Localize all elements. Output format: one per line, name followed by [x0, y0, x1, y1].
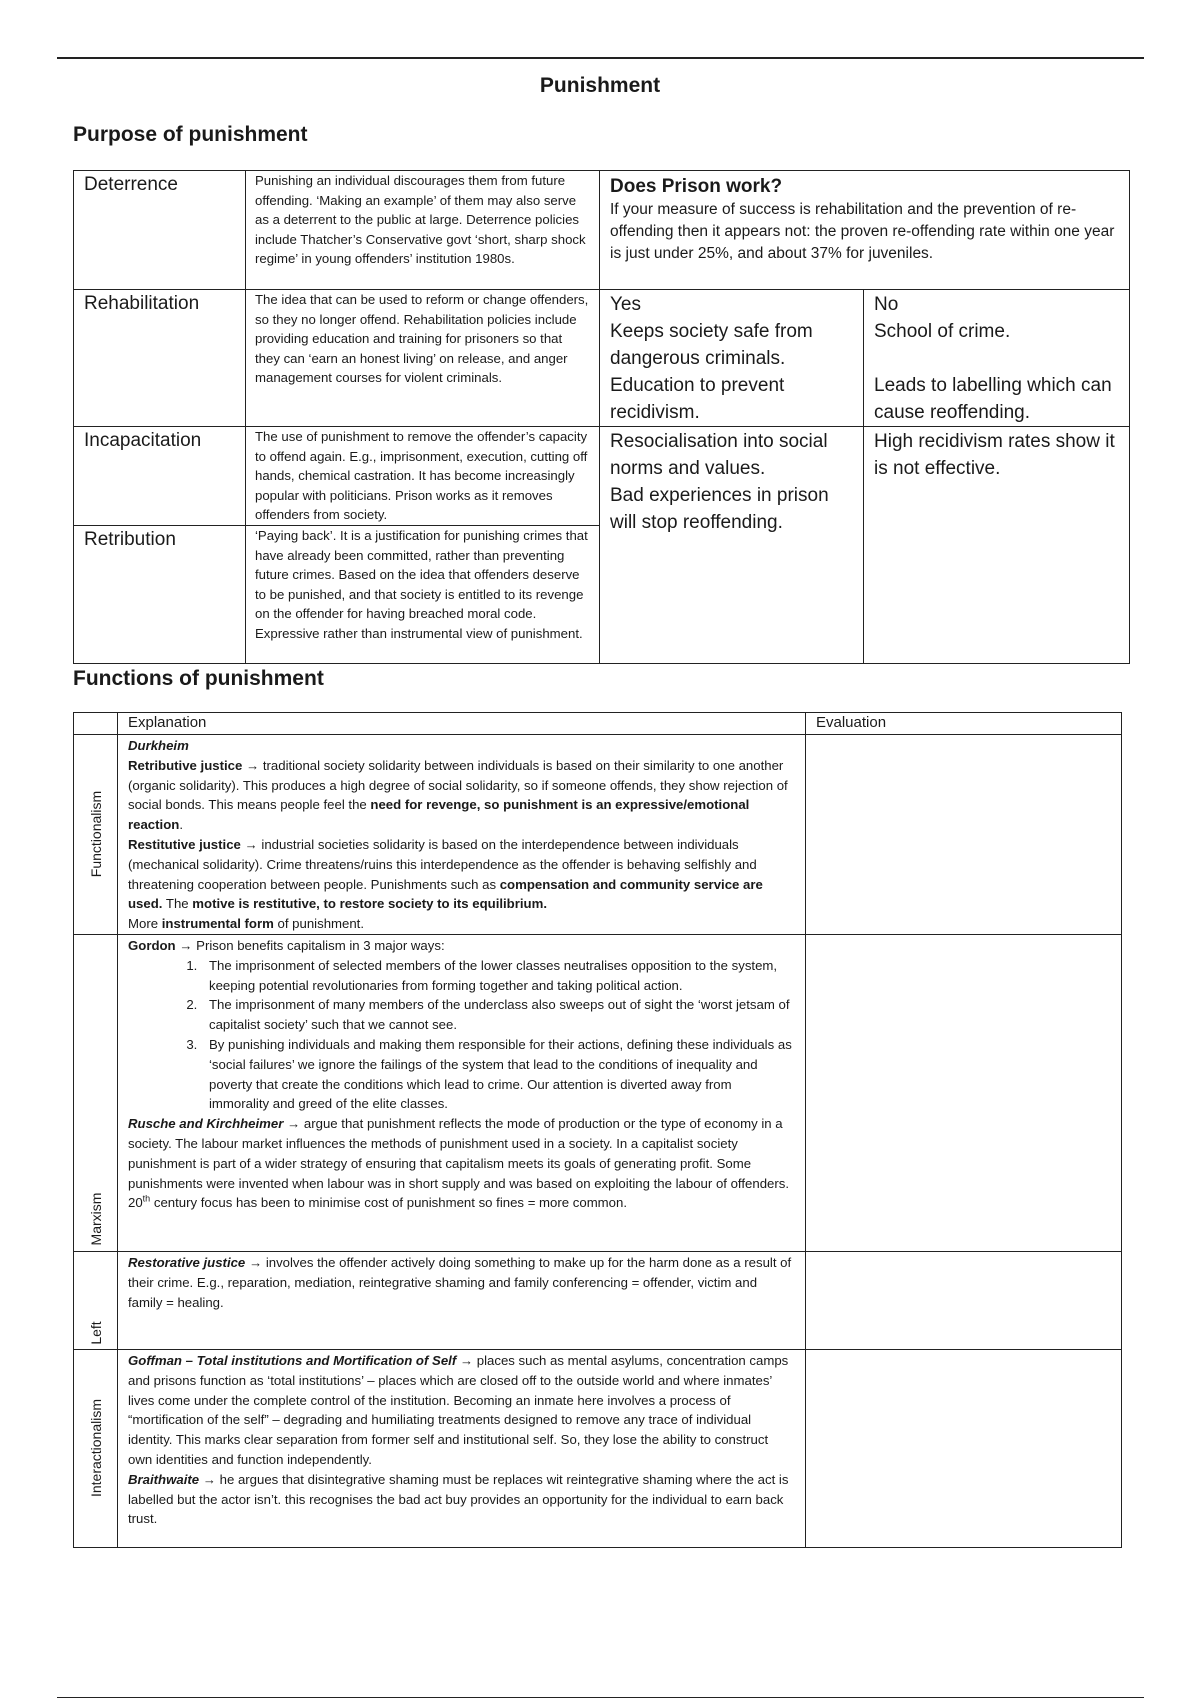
explanation-header: Explanation: [118, 713, 806, 735]
purpose-term: Incapacitation: [74, 427, 246, 526]
row-label-cell: [74, 1349, 118, 1547]
arrow-icon: →: [202, 1471, 216, 1487]
top-rule: [57, 57, 1144, 59]
arrow-icon: →: [246, 757, 260, 773]
row-label: Interactionalism: [87, 1399, 104, 1498]
body-text: century focus has been to minimise cost of punishment so fines = more common.: [153, 1195, 627, 1211]
superscript: th: [142, 1193, 151, 1204]
body-text: involves the offender actively doing something to make up for the harm done as a result of their crime. E.g., reparation, mediation, reintegrative shaming and family conferencing = offender, victim and family = healing.: [128, 1254, 792, 1310]
body-text: industrial societies solidarity is based on the interdependence between individuals (mechanical solidarity). Crime threatens/ruins this interdependence as the offender is behaving selfishly and threatening cooperation between people. Punishments such as: [128, 836, 757, 892]
arrow-icon: →: [459, 1352, 474, 1368]
key-term: Retributive justice: [128, 757, 243, 773]
author-name: Braithwaite: [128, 1471, 200, 1487]
author-name: Rusche and Kirchheimer: [128, 1116, 284, 1132]
yes-point: Education to prevent recidivism.: [610, 375, 785, 423]
yes-point: Resocialisation into social norms and values.: [610, 431, 828, 479]
purpose-table: [73, 170, 1130, 664]
list-item: 1. The imprisonment of selected members of the lower classes neutralises opposition to the system, keeping potential revolutionaries from forming together and taking political action.: [201, 956, 795, 996]
body-text: More: [128, 916, 159, 932]
evaluation-header: Evaluation: [806, 713, 1122, 735]
purpose-description: Punishing an individual discourages them from future offending. ‘Making an example’ of them may also serve as a deterrent to the public at large. Deterrence policies include Thatcher’s Conservative govt ‘short, sharp shock regime’ in young offenders’ institution 1980s.: [246, 171, 600, 290]
purpose-term: Retribution: [74, 526, 246, 664]
purpose-term: Rehabilitation: [74, 290, 246, 427]
evaluation-cell: [806, 735, 1122, 935]
author-name: Goffman – Total institutions and Mortification of Self: [128, 1352, 457, 1368]
evaluation-cell: [806, 934, 1122, 1251]
purpose-heading: Purpose of punishment: [73, 123, 308, 146]
row-label-cell: [74, 735, 118, 935]
row-label-cell: [74, 1251, 118, 1349]
body-text: places such as mental asylums, concentration camps and prisons function as ‘total institutions’ – places which are closed off to the outside world and where inmates’ lives come under the complete control of the institution. Becoming an inmate here involves a process of “mortification of the self” – degrading and humiliating treatments designed to remove any trace of individual identity. This marks clear separation from former self and institutional self. So, they lose the ability to construct own identities and function independently.: [128, 1352, 789, 1467]
key-term: Restitutive justice: [128, 836, 241, 852]
key-term: Restorative justice: [128, 1254, 246, 1270]
purpose-description: The use of punishment to remove the offender’s capacity to offend again. E.g., imprisonment, execution, cutting off hands, chemical castration. It has become increasingly popular with politicians. Prison works as it removes offenders from society.: [246, 427, 600, 526]
body-text: of punishment.: [277, 916, 365, 932]
page-title: Punishment: [539, 74, 661, 97]
yes-label: Yes: [610, 294, 641, 315]
arrow-icon: →: [248, 1254, 263, 1270]
prison-question: Does Prison work?: [610, 176, 783, 197]
marxism-explanation: [118, 934, 806, 1251]
prison-question-cell: [600, 171, 1130, 290]
yes-point: Bad experiences in prison will stop reoffending.: [610, 485, 829, 533]
list-item: 3. By punishing individuals and making them responsible for their actions, defining these individuals as ‘social failures’ we ignore the failings of the system that lead to the conditions of inequality and poverty that create the conditions which lead to crime. Our attention is diverted away from immorality and greed of the elite classes.: [201, 1035, 795, 1114]
arrow-icon: →: [179, 937, 193, 953]
yes-point: Keeps society safe from dangerous criminals.: [610, 321, 813, 369]
bold-text: motive is restitutive, to restore society to its equilibrium.: [192, 896, 547, 912]
bottom-rule: [57, 1697, 1144, 1698]
no-point: Leads to labelling which can cause reoffending.: [874, 375, 1112, 423]
purpose-description: ‘Paying back’. It is a justification for punishing crimes that have already been committed, rather than preventing future crimes. Based on the idea that offenders deserve to be punished, and that society is entitled to its revenge on the offender for having breached moral code. Expressive rather than instrumental view of punishment.: [246, 526, 600, 664]
arrow-icon: →: [244, 836, 258, 852]
purpose-term: Deterrence: [74, 171, 246, 290]
prison-yes-cell-2: [600, 427, 864, 664]
bold-text: need for revenge, so punishment is an expressive/emotional reaction: [128, 797, 750, 833]
body-text: argue that punishment reflects the mode of production or the type of economy in a society. The labour market influences the methods of punishment used in a society. In a capitalist society punishment is part of a wider strategy of ensuring that capitalism meets its goals of generating profit. Some punishments were invented when labour was in short supply and was based on exploiting the labour of offenders. 20: [128, 1116, 790, 1211]
author-name: Durkheim: [128, 738, 189, 753]
evaluation-cell: [806, 1349, 1122, 1547]
no-point: School of crime.: [874, 321, 1011, 342]
prison-no-cell-2: [864, 427, 1130, 664]
left-explanation: [118, 1251, 806, 1349]
body-text: Prison benefits capitalism in 3 major ways:: [196, 937, 445, 953]
row-label: Functionalism: [87, 791, 104, 878]
author-name: Gordon: [128, 937, 176, 953]
bold-text: compensation and community service are used.: [128, 876, 763, 912]
row-label-cell: [74, 934, 118, 1251]
prison-no-cell: [864, 290, 1130, 427]
list-item: 2. The imprisonment of many members of the underclass also sweeps out of sight the ‘worst jetsam of capitalist society’ such that we cannot see.: [201, 995, 795, 1035]
no-label: No: [874, 294, 899, 315]
body-text: The: [165, 896, 189, 912]
prison-yes-cell: [600, 290, 864, 427]
body-text: he argues that disintegrative shaming must be replaces wit reintegrative shaming where the act is labelled but the actor isn’t. this recognises the bad act buy provides an opportunity for the individual to earn back trust.: [128, 1471, 789, 1527]
prison-summary: If your measure of success is rehabilitation and the prevention of re-offending then it appears not: the proven re-offending rate within one year is just under 25%, and about 37% for juveniles.: [610, 201, 1115, 262]
functions-heading: Functions of punishment: [73, 667, 324, 690]
body-text: traditional society solidarity between individuals is based on their similarity to one another (organic solidarity). This produces a high degree of social solidarity, so if someone offends, they show rejection of social bonds. This means people feel the: [128, 757, 788, 813]
spacer: [874, 345, 1119, 372]
gordon-list: [128, 956, 795, 1114]
bold-text: instrumental form: [161, 916, 274, 932]
no-point: High recidivism rates show it is not effective.: [874, 431, 1115, 479]
purpose-description: The idea that can be used to reform or change offenders, so they no longer offend. Rehabilitation policies include providing education and training for prisoners so that they can ‘earn an honest living’ on release, and anger management courses for violent criminals.: [246, 290, 600, 427]
interactionalism-explanation: [118, 1349, 806, 1547]
functions-table: [73, 712, 1122, 1548]
row-label: Marxism: [87, 1192, 104, 1246]
evaluation-cell: [806, 1251, 1122, 1349]
functionalism-explanation: Durkheim Retributive justice → traditional society solidarity between individuals is based on their similarity to one another (organic solidarity). This produces a high degree of social solidarity, so if someone offends, they show rejection of social bonds. This means people feel the need for revenge, so punishment is an expressive/emotional reaction. Restitutive justice → industrial societies solidarity is based on the interdependence between individuals (mechanical solidarity). Crime threatens/ruins this interdependence as the offender is behaving selfishly and threatening cooperation between people. Punishments such as compensation and community service are used. The motive is restitutive, to restore society to its equilibrium. More instrumental form of punishment.: [118, 735, 806, 935]
corner-cell: [74, 713, 118, 735]
arrow-icon: →: [287, 1116, 301, 1132]
row-label: Left: [87, 1321, 104, 1345]
